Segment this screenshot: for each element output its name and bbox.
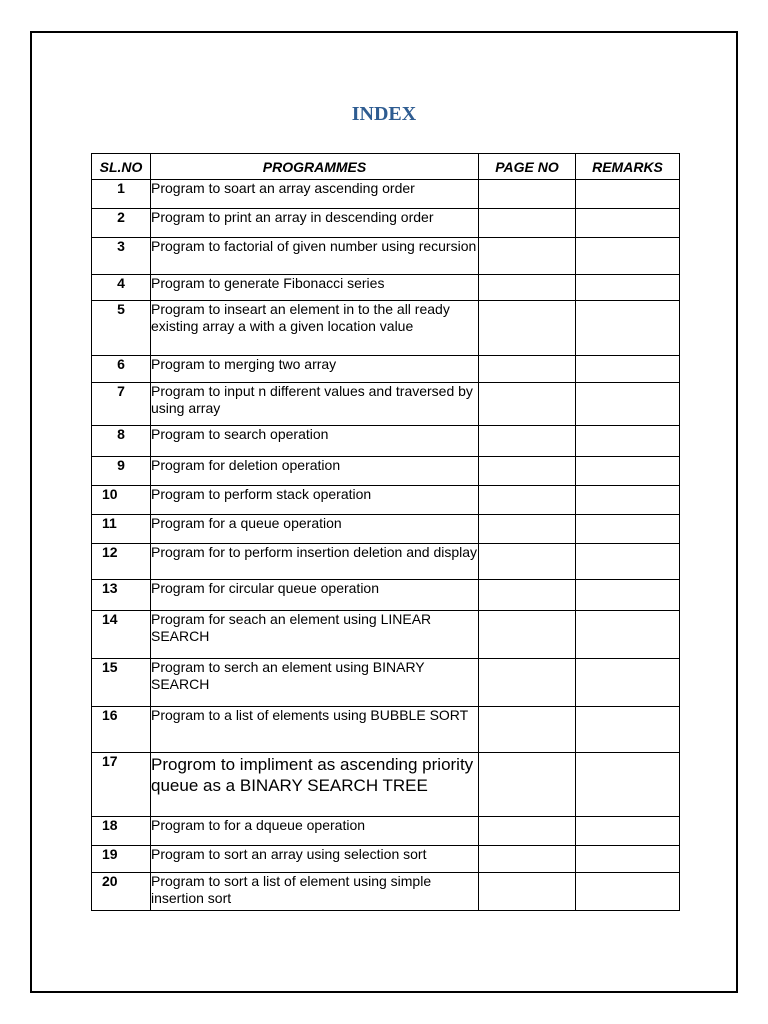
sl-no-cell: 19: [92, 846, 151, 873]
page-no-cell: [479, 209, 576, 238]
program-cell: Program to soart an array ascending order: [151, 180, 479, 209]
remarks-cell: [576, 486, 680, 515]
sl-no-cell: 15: [92, 659, 151, 707]
remarks-cell: [576, 457, 680, 486]
page-no-cell: [479, 426, 576, 457]
program-cell: Program for a queue operation: [151, 515, 479, 544]
remarks-cell: [576, 515, 680, 544]
table-row: [92, 209, 680, 238]
sl-no-cell: 11: [92, 515, 151, 544]
table-row: [92, 659, 680, 707]
sl-no-cell: 12: [92, 544, 151, 580]
program-cell: Program to sort an array using selection sort: [151, 846, 479, 873]
page-no-cell: [479, 707, 576, 753]
page-no-cell: [479, 544, 576, 580]
table-row: [92, 383, 680, 426]
header-remarks: REMARKS: [576, 154, 680, 180]
program-cell: Program to perform stack operation: [151, 486, 479, 515]
sl-no-cell: 14: [92, 611, 151, 659]
page-no-cell: [479, 238, 576, 275]
table-row: [92, 544, 680, 580]
remarks-cell: [576, 238, 680, 275]
table-row: [92, 707, 680, 753]
table-row: [92, 873, 680, 911]
sl-no-cell: 17: [92, 753, 151, 817]
program-cell: Progrom to impliment as ascending priority queue as a BINARY SEARCH TREE: [151, 753, 479, 817]
page-no-cell: [479, 486, 576, 515]
remarks-cell: [576, 301, 680, 356]
sl-no-cell: 20: [92, 873, 151, 911]
page-title: INDEX: [351, 103, 417, 125]
remarks-cell: [576, 383, 680, 426]
header-programmes: PROGRAMMES: [151, 154, 479, 180]
program-cell: Program for seach an element using LINEAR SEARCH: [151, 611, 479, 659]
program-cell: Program to serch an element using BINARY SEARCH: [151, 659, 479, 707]
remarks-cell: [576, 356, 680, 383]
program-cell: Program to a list of elements using BUBBLE SORT: [151, 707, 479, 753]
header-page-no: PAGE NO: [479, 154, 576, 180]
program-cell: Program to search operation: [151, 426, 479, 457]
program-cell: Program for to perform insertion deletion and display: [151, 544, 479, 580]
sl-no-cell: 9: [92, 457, 151, 486]
remarks-cell: [576, 426, 680, 457]
remarks-cell: [576, 817, 680, 846]
program-cell: Program to print an array in descending order: [151, 209, 479, 238]
sl-no-cell: 7: [92, 383, 151, 426]
sl-no-cell: 2: [92, 209, 151, 238]
sl-no-cell: 8: [92, 426, 151, 457]
remarks-cell: [576, 659, 680, 707]
remarks-cell: [576, 611, 680, 659]
program-cell: Program to inseart an element in to the all ready existing array a with a given location value: [151, 301, 479, 356]
table-row: [92, 515, 680, 544]
page-no-cell: [479, 275, 576, 301]
page-no-cell: [479, 383, 576, 426]
sl-no-cell: 4: [92, 275, 151, 301]
remarks-cell: [576, 580, 680, 611]
remarks-cell: [576, 753, 680, 817]
remarks-cell: [576, 846, 680, 873]
table-row: [92, 180, 680, 209]
sl-no-cell: 3: [92, 238, 151, 275]
program-cell: Program to sort a list of element using simple insertion sort: [151, 873, 479, 911]
table-row: [92, 486, 680, 515]
table-header-row: [92, 154, 680, 180]
page-no-cell: [479, 873, 576, 911]
sl-no-cell: 18: [92, 817, 151, 846]
remarks-cell: [576, 209, 680, 238]
page-no-cell: [479, 457, 576, 486]
page-no-cell: [479, 753, 576, 817]
program-cell: Program to for a dqueue operation: [151, 817, 479, 846]
table-row: [92, 817, 680, 846]
page-no-cell: [479, 580, 576, 611]
program-cell: Program to generate Fibonacci series: [151, 275, 479, 301]
sl-no-cell: 16: [92, 707, 151, 753]
sl-no-cell: 1: [92, 180, 151, 209]
remarks-cell: [576, 707, 680, 753]
page-no-cell: [479, 515, 576, 544]
header-sl-no: SL.NO: [92, 154, 151, 180]
page-no-cell: [479, 817, 576, 846]
table-row: [92, 457, 680, 486]
program-cell: Program to factorial of given number using recursion: [151, 238, 479, 275]
remarks-cell: [576, 544, 680, 580]
sl-no-cell: 6: [92, 356, 151, 383]
table-row: [92, 301, 680, 356]
page-no-cell: [479, 846, 576, 873]
table-row: [92, 580, 680, 611]
table-row: [92, 238, 680, 275]
table-row: [92, 275, 680, 301]
program-cell: Program to input n different values and traversed by using array: [151, 383, 479, 426]
program-cell: Program to merging two array: [151, 356, 479, 383]
table-row: [92, 356, 680, 383]
page-no-cell: [479, 356, 576, 383]
sl-no-cell: 13: [92, 580, 151, 611]
sl-no-cell: 5: [92, 301, 151, 356]
page-no-cell: [479, 301, 576, 356]
table-row: [92, 611, 680, 659]
program-cell: Program for deletion operation: [151, 457, 479, 486]
page-no-cell: [479, 659, 576, 707]
table-row: [92, 426, 680, 457]
program-cell: Program for circular queue operation: [151, 580, 479, 611]
table-row: [92, 846, 680, 873]
remarks-cell: [576, 873, 680, 911]
remarks-cell: [576, 180, 680, 209]
index-table: [91, 153, 680, 911]
page-no-cell: [479, 611, 576, 659]
remarks-cell: [576, 275, 680, 301]
sl-no-cell: 10: [92, 486, 151, 515]
page-no-cell: [479, 180, 576, 209]
table-row: [92, 753, 680, 817]
